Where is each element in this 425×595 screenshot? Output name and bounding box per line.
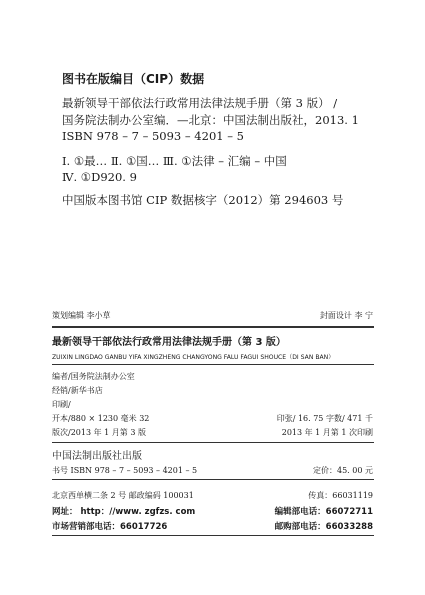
divider-publisher: [52, 479, 374, 480]
publisher-name: 中国法制出版社出版: [52, 451, 142, 462]
cover-designer: 封面设计 李 宁: [319, 311, 373, 320]
divider-bottom: [52, 535, 374, 536]
cip-publisher-line: 国务院法制办公室编．—北京：中国法制出版社，2013. 1: [62, 113, 359, 127]
edition: 版次/2013 年 1 月第 3 版: [52, 428, 146, 437]
divider-title: [52, 364, 374, 365]
fax: 传真：66031119: [308, 491, 373, 500]
editor-phone: 编辑部电话：66072711: [274, 507, 373, 517]
cip-classification-2: Ⅳ. ①D920. 9: [62, 170, 137, 184]
website: 网址： http：//www. zgfzs. com: [52, 507, 196, 517]
distributor: 经销/新华书店: [52, 386, 103, 395]
cip-record-number: 中国版本图书馆 CIP 数据核字（2012）第 294603 号: [62, 193, 344, 207]
planning-editor: 策划编辑 李小草: [52, 311, 111, 320]
marketing-phone: 市场营销部电话：66017726: [52, 522, 168, 532]
book-title: 最新领导干部依法行政常用法律法规手册（第 3 版）: [52, 337, 286, 348]
sheets-wordcount: 印张/ 16. 75 字数/ 471 千: [276, 414, 373, 423]
cip-isbn: ISBN 978 – 7 – 5093 – 4201 – 5: [62, 129, 244, 143]
format: 开本/880 × 1230 毫米 32: [52, 414, 150, 423]
compiler: 编者/国务院法制办公室: [52, 372, 135, 381]
book-number: 书号 ISBN 978 – 7 – 5093 – 4201 – 5: [52, 466, 198, 475]
divider-specs: [52, 442, 374, 443]
mailing-phone: 邮购部电话：66033288: [274, 522, 373, 532]
price: 定价：45. 00 元: [313, 466, 373, 475]
divider-top: [52, 326, 374, 328]
printer: 印刷/: [52, 400, 71, 409]
cip-title-line: 最新领导干部依法行政常用法律法规手册（第 3 版） /: [62, 96, 338, 110]
printing: 2013 年 1 月第 1 次印刷: [281, 428, 373, 437]
cip-heading: 图书在版编目（CIP）数据: [62, 72, 205, 86]
book-title-pinyin: ZUIXIN LINGDAO GANBU YIFA XINGZHENG CHANGYONG FALU FAGUI SHOUCE（DI SAN BAN）: [52, 354, 335, 361]
address: 北京西单横二条 2 号 邮政编码 100031: [52, 491, 194, 500]
cip-classification-1: Ⅰ. ①最… Ⅱ. ①国… Ⅲ. ①法律 – 汇编 – 中国: [62, 154, 287, 168]
